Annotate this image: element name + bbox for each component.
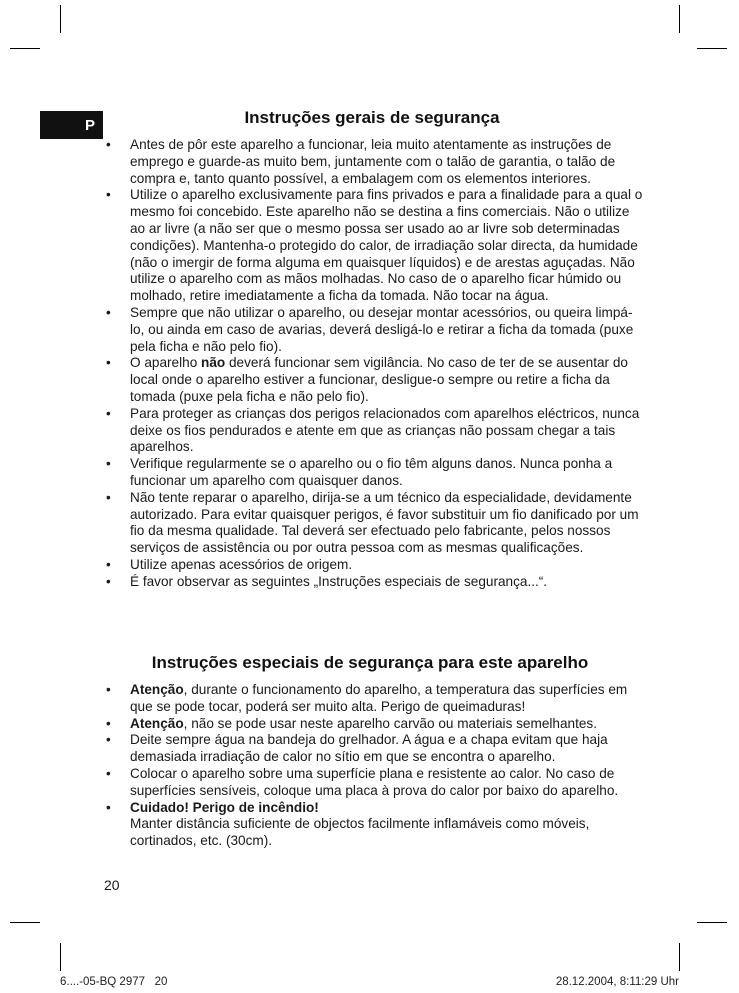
list-item [104, 557, 644, 574]
list-item [104, 406, 644, 456]
special-safety-list [104, 682, 644, 850]
list-item [104, 682, 644, 716]
list-item [104, 800, 644, 850]
list-item [104, 137, 644, 187]
bullet-icon: • [106, 682, 111, 697]
crop-mark [60, 5, 61, 33]
item-text [130, 800, 644, 850]
list-item [104, 574, 644, 591]
bullet-icon: • [106, 405, 111, 421]
bullet-icon: • [106, 715, 111, 731]
bullet-icon: • [106, 187, 111, 203]
item-text: Verifique regularmente se o aparelho ou o fio têm alguns danos. Nunca ponha a funcionar um aparelho com quaisquer danos. [130, 456, 613, 488]
warning-title: Cuidado! Perigo de incêndio! [130, 799, 319, 815]
list-item [104, 355, 644, 405]
item-text: É favor observar as seguintes „Instruções especiais de segurança...“. [130, 573, 548, 589]
footer-file-info: 6....-05-BQ 2977 20 [60, 976, 168, 988]
section-title-general-safety: Instruções gerais de segurança [244, 108, 500, 127]
crop-mark [697, 48, 727, 49]
item-text-part: , durante o funcionamento do aparelho, a temperatura das superfícies em que se pode tocar, poderá ser muito alta. Perigo de queimaduras! [130, 682, 628, 714]
list-item [104, 716, 644, 733]
item-text: Utilize apenas acessórios de origem. [130, 556, 353, 572]
item-text: Antes de pôr este aparelho a funcionar, leia muito atentamente as instruções de emprego e guarde-as muito bem, juntamente com o talão de garantia, o talão de compra e, tanto quanto possível, a embalagem com os elementos interiores. [130, 137, 616, 186]
section-title-special-safety: Instruções especiais de segurança para este aparelho [151, 653, 589, 672]
footer-timestamp: 28.12.2004, 8:11:29 Uhr [555, 976, 679, 988]
item-text [130, 716, 644, 733]
crop-mark [679, 5, 680, 33]
item-text-part: O aparelho [130, 355, 202, 371]
page-number: 20 [104, 877, 120, 893]
list-item [104, 305, 644, 355]
list-item [104, 187, 644, 305]
list-item [104, 732, 644, 766]
bullet-icon: • [106, 573, 111, 589]
item-text: Para proteger as crianças dos perigos relacionados com aparelhos eléctricos, nunca deixe os fios pendurados e atente em que as crianças não possam chegar a tais aparelhos. [130, 405, 640, 455]
item-text [130, 355, 644, 405]
list-item [104, 456, 644, 490]
item-text-part: , não se pode usar neste aparelho carvão ou materiais semelhantes. [183, 715, 597, 731]
item-text: Colocar o aparelho sobre uma superfície plana e resistente ao calor. No caso de superfícies sensíveis, coloque uma placa à prova do calor por baixo do aparelho. [130, 765, 619, 798]
crop-mark [10, 922, 40, 923]
bullet-icon: • [106, 355, 111, 371]
crop-mark [10, 48, 40, 49]
item-text-part: Manter distância suficiente de objectos facilmente inflamáveis como móveis, cortinados, etc. (30cm). [130, 816, 590, 849]
bullet-icon: • [106, 137, 111, 152]
emphasis: Atenção [130, 682, 184, 697]
item-text: Não tente reparar o aparelho, dirija-se a um técnico da especialidade, devidamente autorizado. Para evitar quaisquer perigos, é favor substituir um fio danificado por um fio da mesma qualidade. Tal deverá ser efectuado pelo fabricante, pelos nossos serviços de assistência ou por outra pessoa com as mesmas qualificações. [130, 489, 639, 556]
item-text: Utilize o aparelho exclusivamente para fins privados e para a finalidade para a qual o mesmo foi concebido. Este aparelho não se destina a fins comerciais. Não o utilize ao ar livre (a não ser que o mesmo possa ser usado ao ar livre sob determinadas condições). Mantenha-o protegido do calor, de irradiação solar directa, da humidade (não o imergir de forma alguma em quaisquer líquidos) e de arestas aguçadas. Não utilize o aparelho com as mãos molhadas. No caso de o aparelho ficar húmido ou molhado, retire imediatamente a ficha da tomada. Não tocar na água. [130, 187, 643, 304]
item-text: Sempre que não utilizar o aparelho, ou desejar montar acessórios, ou queira limpá-lo, ou ainda em caso de avarias, deverá desligá-lo e retirar a ficha da tomada (puxe pela ficha e não pelo fio). [130, 304, 634, 354]
language-tab: P [40, 111, 103, 139]
emphasis: Atenção [130, 715, 184, 731]
item-text-part: deverá funcionar sem vigilância. No caso de ter de se ausentar do local onde o aparelho estiver a funcionar, desligue-o sempre ou retire a ficha da tomada (puxe pela ficha e não pelo fio). [130, 355, 628, 404]
bullet-icon: • [106, 732, 111, 748]
crop-mark [679, 943, 680, 971]
item-text: Deite sempre água na bandeja do grelhador. A água e a chapa evitam que haja demasiada irradiação de calor no sítio em que se encontra o aparelho. [130, 732, 608, 765]
bullet-icon: • [106, 765, 111, 781]
bullet-icon: • [106, 456, 111, 472]
emphasis: não [201, 355, 226, 371]
general-safety-list [104, 137, 644, 591]
list-item [104, 766, 644, 800]
bullet-icon: • [106, 556, 111, 572]
item-text [130, 682, 644, 716]
bullet-icon: • [106, 489, 111, 505]
crop-mark [60, 943, 61, 971]
bullet-icon: • [106, 304, 111, 320]
bullet-icon: • [106, 799, 111, 815]
list-item [104, 490, 644, 557]
crop-mark [697, 922, 727, 923]
